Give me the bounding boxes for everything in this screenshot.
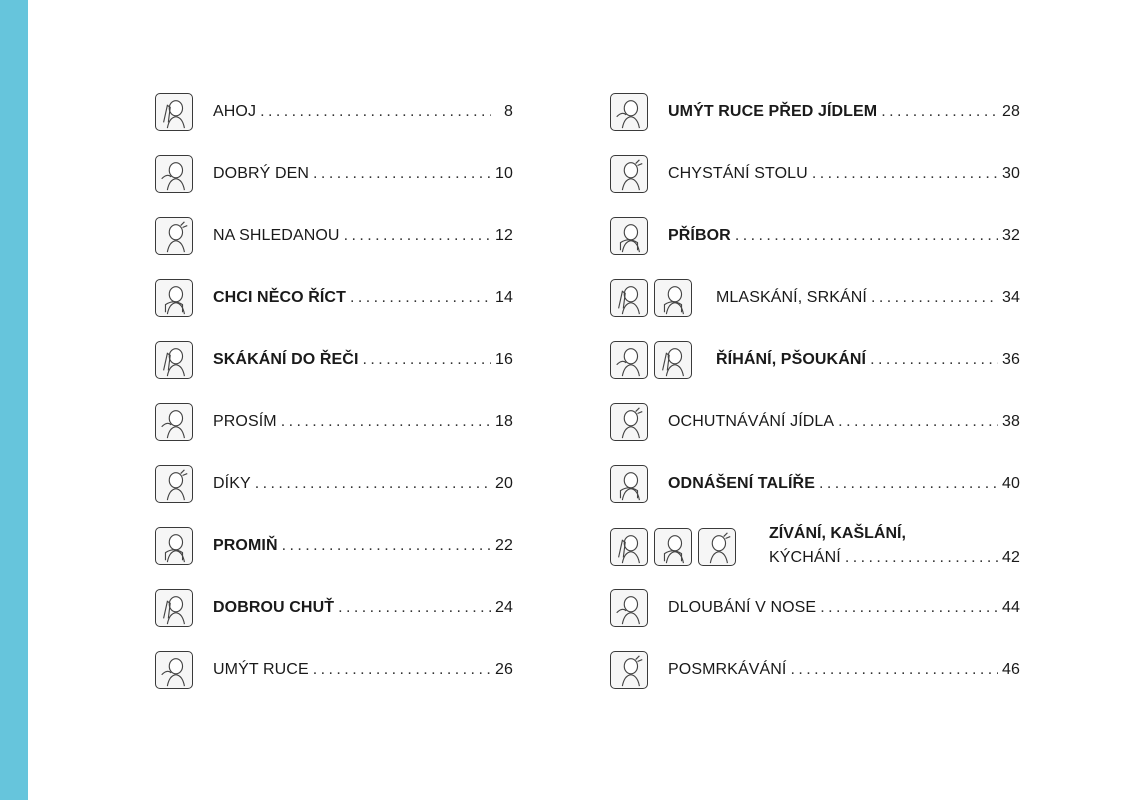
nose-picking-icon bbox=[610, 589, 648, 627]
praying-hands-icon bbox=[155, 403, 193, 441]
toc-label: PŘÍBOR bbox=[668, 227, 731, 244]
yawning-icon bbox=[610, 528, 648, 566]
toc-label: PROSÍM bbox=[213, 413, 277, 430]
toc-label-row bbox=[213, 227, 513, 245]
tasting-food-icon bbox=[610, 403, 648, 441]
pictogram-group bbox=[155, 527, 193, 567]
toc-label-row bbox=[716, 351, 1020, 369]
right-entry[interactable] bbox=[610, 651, 1020, 697]
page-number: 38 bbox=[1002, 413, 1020, 430]
toc-label: POSMRKÁVÁNÍ bbox=[668, 661, 787, 678]
dot-leader bbox=[260, 103, 491, 121]
pictogram-group bbox=[610, 93, 648, 133]
pictogram-group bbox=[155, 651, 193, 691]
dot-leader bbox=[350, 289, 491, 307]
toc-label-row bbox=[213, 599, 513, 617]
toc-label-row bbox=[213, 537, 513, 555]
pictogram-group bbox=[155, 403, 193, 443]
wash-hands-icon bbox=[155, 651, 193, 689]
toc-label: ŘÍHÁNÍ, PŠOUKÁNÍ bbox=[716, 351, 867, 368]
page-number: 34 bbox=[1002, 289, 1020, 306]
left-entry[interactable] bbox=[155, 217, 513, 263]
smacking-lips-icon bbox=[610, 279, 648, 317]
toc-label: UMÝT RUCE PŘED JÍDLEM bbox=[668, 103, 878, 120]
dot-leader bbox=[871, 289, 998, 307]
pictogram-group bbox=[155, 217, 193, 257]
wash-hands-before-meal-icon bbox=[610, 93, 648, 131]
interrupting-people-icon bbox=[155, 341, 193, 379]
page-number: 12 bbox=[495, 227, 513, 244]
pictogram-group bbox=[610, 403, 648, 443]
pictogram-group bbox=[610, 155, 648, 195]
toc-label: AHOJ bbox=[213, 103, 257, 120]
pictogram-group bbox=[155, 465, 193, 505]
side-color-bar bbox=[0, 0, 28, 800]
right-entry[interactable] bbox=[610, 527, 1020, 573]
left-entry[interactable] bbox=[155, 403, 513, 449]
toc-label-row bbox=[716, 289, 1020, 307]
sorry-face-icon bbox=[155, 527, 193, 565]
toc-label-row bbox=[213, 165, 513, 183]
page-number: 16 bbox=[495, 351, 513, 368]
right-entry[interactable] bbox=[610, 155, 1020, 201]
left-entry[interactable] bbox=[155, 465, 513, 511]
waving-person-icon bbox=[155, 93, 193, 131]
toc-label-row bbox=[213, 661, 513, 679]
page-number: 44 bbox=[1002, 599, 1020, 616]
dot-leader bbox=[735, 227, 998, 245]
left-entry[interactable] bbox=[155, 93, 513, 139]
cutlery-icon bbox=[610, 217, 648, 255]
dot-leader bbox=[845, 549, 998, 567]
page-number: 30 bbox=[1002, 165, 1020, 182]
toc-label-row bbox=[668, 413, 1020, 431]
page-number: 22 bbox=[495, 537, 513, 554]
toc-label-row bbox=[213, 289, 513, 307]
dot-leader bbox=[363, 351, 491, 369]
flatulence-icon bbox=[654, 341, 692, 379]
toc-label: DÍKY bbox=[213, 475, 251, 492]
left-entry[interactable] bbox=[155, 589, 513, 635]
clearing-plate-icon bbox=[610, 465, 648, 503]
toc-label-row bbox=[668, 227, 1020, 245]
dot-leader bbox=[282, 537, 491, 555]
page-number: 8 bbox=[504, 103, 513, 120]
toc-label: PROMIŇ bbox=[213, 537, 278, 554]
toc-label-row bbox=[769, 549, 1020, 567]
dot-leader bbox=[838, 413, 998, 431]
left-entry[interactable] bbox=[155, 341, 513, 387]
right-entry[interactable] bbox=[610, 589, 1020, 635]
dot-leader bbox=[790, 661, 998, 679]
dot-leader bbox=[313, 165, 491, 183]
dot-leader bbox=[255, 475, 491, 493]
right-entry[interactable] bbox=[610, 279, 1020, 325]
toc-label: NA SHLEDANOU bbox=[213, 227, 340, 244]
pictogram-group bbox=[610, 279, 692, 319]
toc-label: DOBROU CHUŤ bbox=[213, 599, 335, 616]
dot-leader bbox=[819, 475, 998, 493]
pictogram-group bbox=[155, 589, 193, 629]
sneezing-icon bbox=[698, 528, 736, 566]
toc-label-row bbox=[213, 351, 513, 369]
right-entry[interactable] bbox=[610, 341, 1020, 387]
pictogram-group bbox=[155, 155, 193, 195]
pictogram-group bbox=[610, 341, 692, 381]
pictogram-group bbox=[610, 589, 648, 629]
right-entry[interactable] bbox=[610, 465, 1020, 511]
toc-label-row bbox=[213, 475, 513, 493]
page-number: 32 bbox=[1002, 227, 1020, 244]
burping-icon bbox=[610, 341, 648, 379]
setting-table-icon bbox=[610, 155, 648, 193]
dot-leader bbox=[338, 599, 491, 617]
goodbye-wave-icon bbox=[155, 217, 193, 255]
right-entry[interactable] bbox=[610, 403, 1020, 449]
pictogram-group bbox=[610, 465, 648, 505]
toc-label: SKÁKÁNÍ DO ŘEČI bbox=[213, 351, 359, 368]
slurping-icon bbox=[654, 279, 692, 317]
toc-label-row bbox=[668, 661, 1020, 679]
dot-leader bbox=[344, 227, 491, 245]
pictogram-group bbox=[155, 341, 193, 381]
toc-label: CHCI NĚCO ŘÍCT bbox=[213, 289, 346, 306]
thanks-hand-on-chest-icon bbox=[155, 465, 193, 503]
toc-label-row bbox=[668, 599, 1020, 617]
dot-leader bbox=[820, 599, 998, 617]
page-number: 26 bbox=[495, 661, 513, 678]
pictogram-group bbox=[610, 651, 648, 691]
dot-leader bbox=[812, 165, 998, 183]
page-number: 14 bbox=[495, 289, 513, 306]
greeting-handshake-icon bbox=[155, 155, 193, 193]
page-number: 28 bbox=[1002, 103, 1020, 120]
toc-label-row bbox=[213, 413, 513, 431]
toc-label-row bbox=[668, 103, 1020, 121]
raised-hand-speak-icon bbox=[155, 279, 193, 317]
dot-leader bbox=[870, 351, 998, 369]
dot-leader bbox=[313, 661, 491, 679]
bon-appetit-icon bbox=[155, 589, 193, 627]
page-number: 46 bbox=[1002, 661, 1020, 678]
pictogram-group bbox=[610, 528, 736, 568]
page-number: 40 bbox=[1002, 475, 1020, 492]
toc-label: KÝCHÁNÍ bbox=[769, 549, 841, 566]
pictogram-group bbox=[155, 279, 193, 319]
page-number: 20 bbox=[495, 475, 513, 492]
dot-leader bbox=[881, 103, 998, 121]
toc-label: DLOUBÁNÍ V NOSE bbox=[668, 599, 817, 616]
toc-label: CHYSTÁNÍ STOLU bbox=[668, 165, 808, 182]
page-number: 18 bbox=[495, 413, 513, 430]
page-number: 42 bbox=[1002, 549, 1020, 566]
toc-label: DOBRÝ DEN bbox=[213, 165, 310, 182]
left-entry[interactable] bbox=[155, 651, 513, 697]
toc-label-row bbox=[668, 165, 1020, 183]
nose-blowing-icon bbox=[610, 651, 648, 689]
left-entry[interactable] bbox=[155, 527, 513, 573]
right-entry[interactable] bbox=[610, 217, 1020, 263]
page-number: 10 bbox=[495, 165, 513, 182]
toc-label: ODNÁŠENÍ TALÍŘE bbox=[668, 475, 815, 492]
left-entry[interactable] bbox=[155, 155, 513, 201]
toc-label-line1: ZÍVÁNÍ, KAŠLÁNÍ, bbox=[769, 525, 906, 542]
pictogram-group bbox=[610, 217, 648, 257]
pictogram-group bbox=[155, 93, 193, 133]
toc-label-row bbox=[668, 475, 1020, 493]
toc-label: MLASKÁNÍ, SRKÁNÍ bbox=[716, 289, 867, 306]
left-entry[interactable] bbox=[155, 279, 513, 325]
toc-label-row bbox=[213, 103, 513, 121]
toc-label: OCHUTNÁVÁNÍ JÍDLA bbox=[668, 413, 835, 430]
coughing-icon bbox=[654, 528, 692, 566]
toc-label: UMÝT RUCE bbox=[213, 661, 309, 678]
right-entry[interactable] bbox=[610, 93, 1020, 139]
page-number: 24 bbox=[495, 599, 513, 616]
dot-leader bbox=[281, 413, 491, 431]
page-number: 36 bbox=[1002, 351, 1020, 368]
